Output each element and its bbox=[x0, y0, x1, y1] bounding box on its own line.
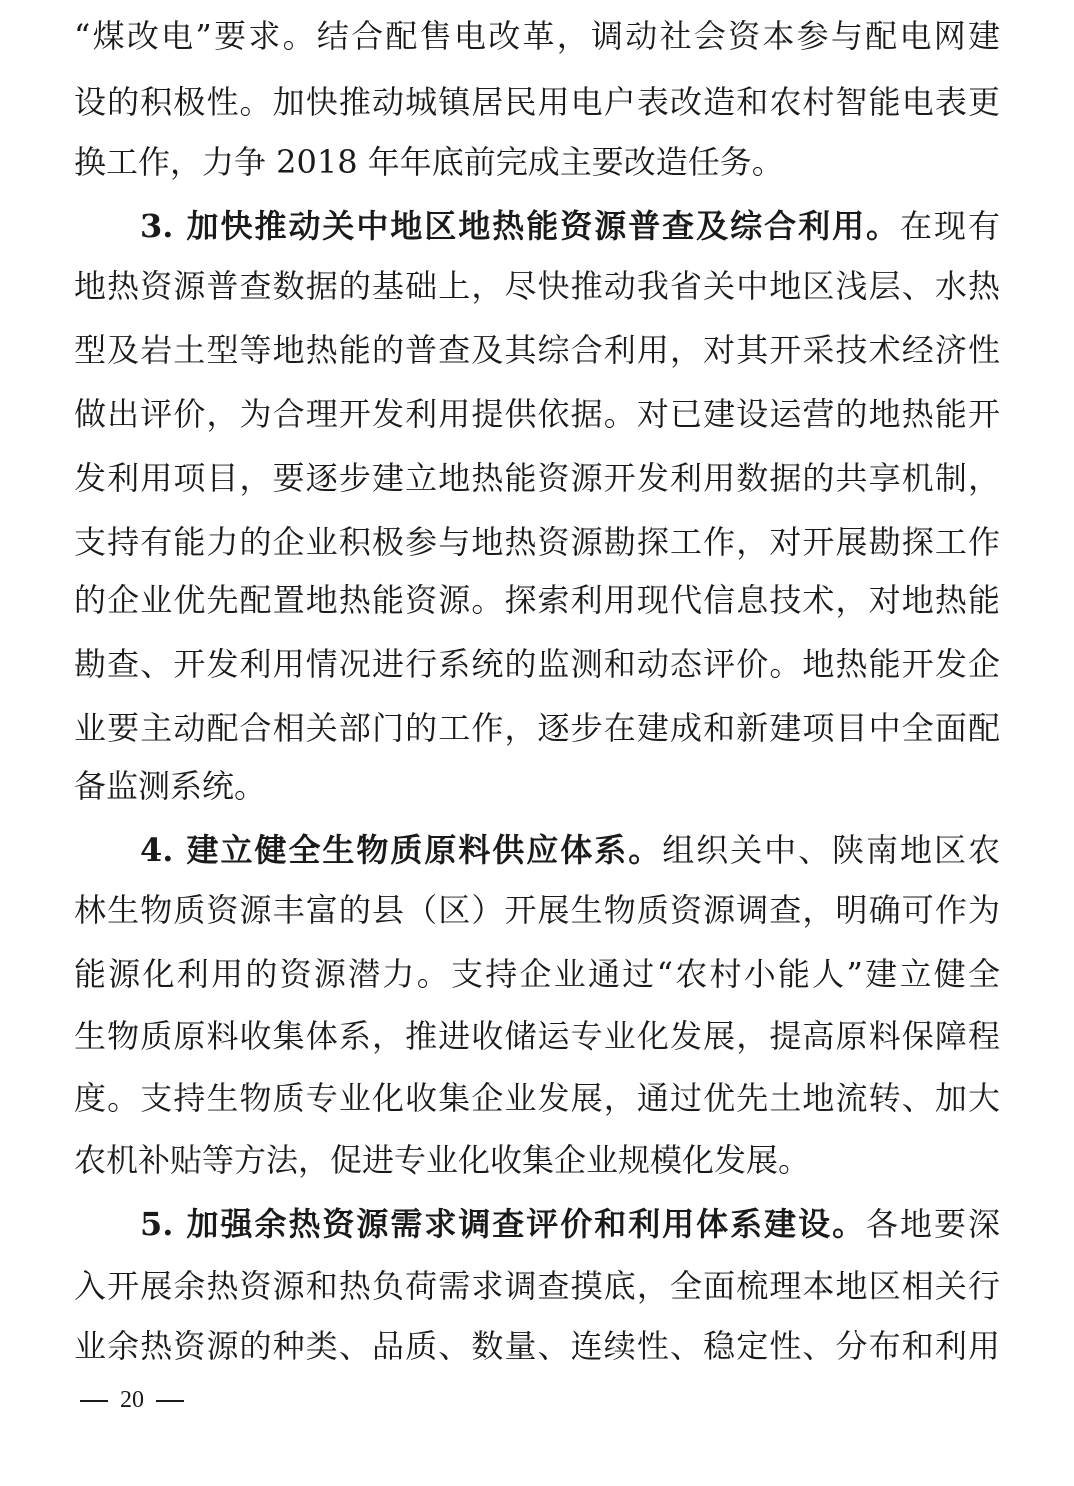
footer-dash-right bbox=[156, 1400, 184, 1402]
section-heading-3 bbox=[140, 206, 1000, 246]
text-line: 入开展余热资源和热负荷需求调查摸底，全面梳理本地区相关行 bbox=[74, 1267, 1000, 1305]
text-line: 业余热资源的种类、品质、数量、连续性、稳定性、分布和利用 bbox=[74, 1327, 1000, 1365]
text-line: 设的积极性。加快推动城镇居民用电户表改造和农村智能电表更 bbox=[74, 83, 1000, 121]
section-heading-text: 4. 建立健全生物质原料供应体系。 bbox=[140, 831, 663, 869]
text-line: “煤改电”要求。结合配售电改革，调动社会资本参与配电网建 bbox=[74, 17, 1000, 55]
text-line: 的企业优先配置地热能资源。探索利用现代信息技术，对地热能 bbox=[74, 581, 1000, 619]
text-run: 各地要深 bbox=[866, 1205, 1000, 1243]
text-line: 换工作，力争 2018 年年底前完成主要改造任务。 bbox=[74, 143, 784, 181]
text-line: 能源化利用的资源潜力。支持企业通过“农村小能人”建立健全 bbox=[74, 955, 1000, 993]
section-heading-text: 5. 加强余热资源需求调查评价和利用体系建设。 bbox=[140, 1205, 867, 1243]
text-line: 型及岩土型等地热能的普查及其综合利用，对其开采技术经济性 bbox=[74, 331, 1000, 369]
text-line: 农机补贴等方法，促进专业化收集企业规模化发展。 bbox=[74, 1141, 811, 1179]
section-heading-4 bbox=[140, 830, 1000, 870]
page-footer bbox=[80, 1384, 184, 1416]
page-number: 20 bbox=[120, 1387, 144, 1413]
text-line: 支持有能力的企业积极参与地热资源勘探工作，对开展勘探工作 bbox=[74, 523, 1000, 561]
text-line: 生物质原料收集体系，推进收储运专业化发展，提高原料保障程 bbox=[74, 1017, 1000, 1055]
section-heading-5 bbox=[140, 1204, 1000, 1244]
text-line: 业要主动配合相关部门的工作，逐步在建成和新建项目中全面配 bbox=[74, 709, 1000, 747]
text-run: 在现有 bbox=[900, 207, 1000, 245]
text-line: 备监测系统。 bbox=[74, 767, 267, 805]
text-line: 林生物质资源丰富的县（区）开展生物质资源调查，明确可作为 bbox=[74, 891, 1000, 929]
text-line: 做出评价，为合理开发利用提供依据。对已建设运营的地热能开 bbox=[74, 395, 1000, 433]
text-line: 地热资源普查数据的基础上，尽快推动我省关中地区浅层、水热 bbox=[74, 267, 1000, 305]
text-line: 勘查、开发利用情况进行系统的监测和动态评价。地热能开发企 bbox=[74, 645, 1000, 683]
footer-dash-left bbox=[80, 1400, 108, 1402]
text-line: 度。支持生物质专业化收集企业发展，通过优先土地流转、加大 bbox=[74, 1079, 1000, 1117]
section-heading-text: 3. 加快推动关中地区地热能资源普查及综合利用。 bbox=[140, 207, 901, 245]
text-run: 组织关中、陕南地区农 bbox=[662, 831, 1000, 869]
text-line: 发利用项目，要逐步建立地热能资源开发利用数据的共享机制， bbox=[74, 459, 1000, 497]
